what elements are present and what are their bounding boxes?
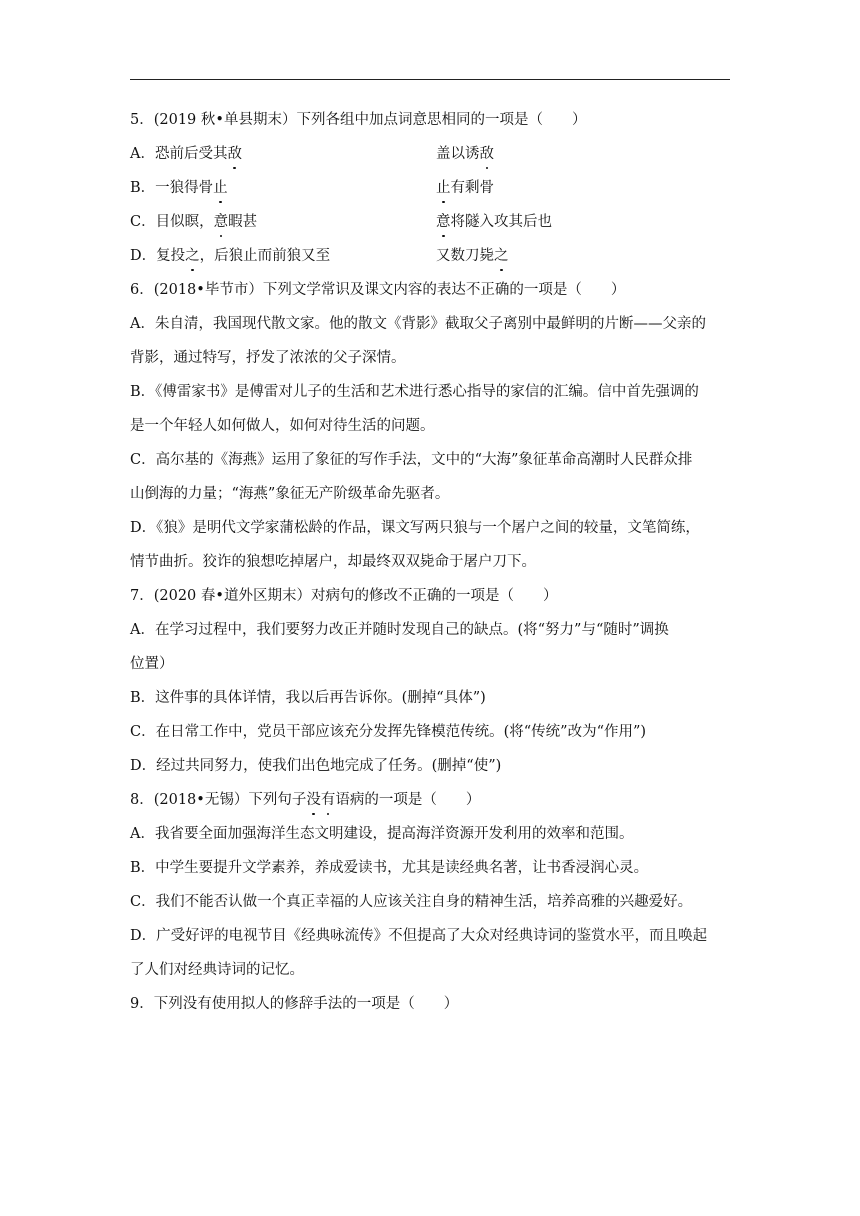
q8-option-line: B．中学生要提升文学素养，养成爱读书，尤其是读经典名著，让书香浸润心灵。	[130, 860, 649, 876]
q6-stem: 6．(2018•毕节市）下列文学常识及课文内容的表达不正确的一项是（ ）	[130, 282, 626, 298]
option-text: 又数刀毙	[436, 248, 494, 264]
question-list	[130, 108, 730, 1026]
q5-option-c	[130, 210, 730, 244]
q6-option-line: 情节曲折。狡诈的狼想吃掉屠户，却最终双双毙命于屠户刀下。	[130, 554, 536, 570]
option-text: ，后狼止而前狼又至	[199, 248, 331, 264]
option-label: B．	[130, 180, 156, 196]
option-text: 恐前后受其	[154, 146, 228, 162]
q8-stem-text: 语病的一项是（ ）	[335, 792, 481, 808]
q5-option-b	[130, 176, 730, 210]
option-text: 一狼得骨	[155, 180, 214, 196]
dotted-word: 有	[321, 788, 336, 812]
q8-stem	[130, 788, 730, 822]
q7-option-line: C．在日常工作中，党员干部应该充分发挥先锋模范传统。(将“传统”改为“作用”)	[130, 724, 647, 740]
dotted-word: 之	[494, 244, 509, 268]
q5-stem: 5．(2019 秋•单县期末）下列各组中加点词意思相同的一项是（ ）	[130, 112, 587, 128]
q7-stem: 7．(2020 春•道外区期末）对病句的修改不正确的一项是（ ）	[130, 588, 558, 604]
dotted-word: 止	[213, 176, 228, 200]
dotted-word: 止	[436, 176, 451, 200]
q6-option-line: D．《狼》是明代文学家蒲松龄的作品，课文写两只狼与一个屠户之间的较量，文笔简练，	[130, 520, 700, 536]
option-text: 盖以诱	[436, 146, 480, 162]
dotted-word: 敌	[480, 142, 495, 166]
q7-option-line: B．这件事的具体详情，我以后再告诉你。(删掉“具体”)	[130, 690, 486, 706]
q6-option-line: 山倒海的力量；“海燕”象征无产阶级革命先驱者。	[130, 486, 450, 502]
dotted-word: 意	[436, 210, 451, 234]
q5-option-d	[130, 244, 730, 278]
q6-option-line: 背影，通过特写，抒发了浓浓的父子深情。	[130, 350, 406, 366]
dotted-word: 敌	[227, 142, 242, 166]
q9-stem: 9．下列没有使用拟人的修辞手法的一项是（ ）	[130, 996, 459, 1012]
option-text: 暇甚	[228, 214, 258, 230]
q6-option-line: 是一个年轻人如何做人，如何对待生活的问题。	[130, 418, 435, 434]
dotted-word: 意	[214, 210, 229, 234]
q6-option-line: C．高尔基的《海燕》运用了象征的写作手法，文中的“大海”象征革命高潮时人民群众排	[130, 452, 693, 468]
q7-option-line: A．在学习过程中，我们要努力改正并随时发现自己的缺点。(将“努力”与“随时”调换	[130, 622, 669, 638]
header-rule	[130, 79, 730, 80]
q7-option-line: D．经过共同努力，使我们出色地完成了任务。(删掉“使”)	[130, 758, 502, 774]
q5-option-a	[130, 142, 730, 176]
q6-option-line: A．朱自清，我国现代散文家。他的散文《背影》截取父子离别中最鲜明的片断——父亲的	[130, 316, 706, 332]
option-text: 将隧入攻其后也	[450, 214, 552, 230]
q8-stem-text: 8．(2018•无锡）下列句子	[130, 792, 307, 808]
option-label: A．	[130, 146, 155, 162]
q8-option-line: A．我省要全面加强海洋生态文明建设，提高海洋资源开发利用的效率和范围。	[130, 826, 634, 842]
dotted-word: 之	[185, 244, 200, 268]
option-label: D．	[130, 248, 157, 264]
option-text: 有剩骨	[450, 180, 494, 196]
option-text: 复投	[156, 248, 186, 264]
q8-option-line: 了人们对经典诗词的记忆。	[130, 962, 304, 978]
q6-option-line: B．《傅雷家书》是傅雷对儿子的生活和艺术进行悉心指导的家信的汇编。信中首先强调的	[130, 384, 699, 400]
q7-option-line: 位置）	[130, 656, 174, 672]
option-text: 目似瞑，	[155, 214, 214, 230]
option-label: C．	[130, 214, 156, 230]
q8-option-line: D．广受好评的电视节目《经典咏流传》不但提高了大众对经典诗词的鉴赏水平，而且唤起	[130, 928, 708, 944]
q8-option-line: C．我们不能否认做一个真正幸福的人应该关注自身的精神生活，培养高雅的兴趣爱好。	[130, 894, 693, 910]
dotted-word: 没	[306, 788, 321, 812]
